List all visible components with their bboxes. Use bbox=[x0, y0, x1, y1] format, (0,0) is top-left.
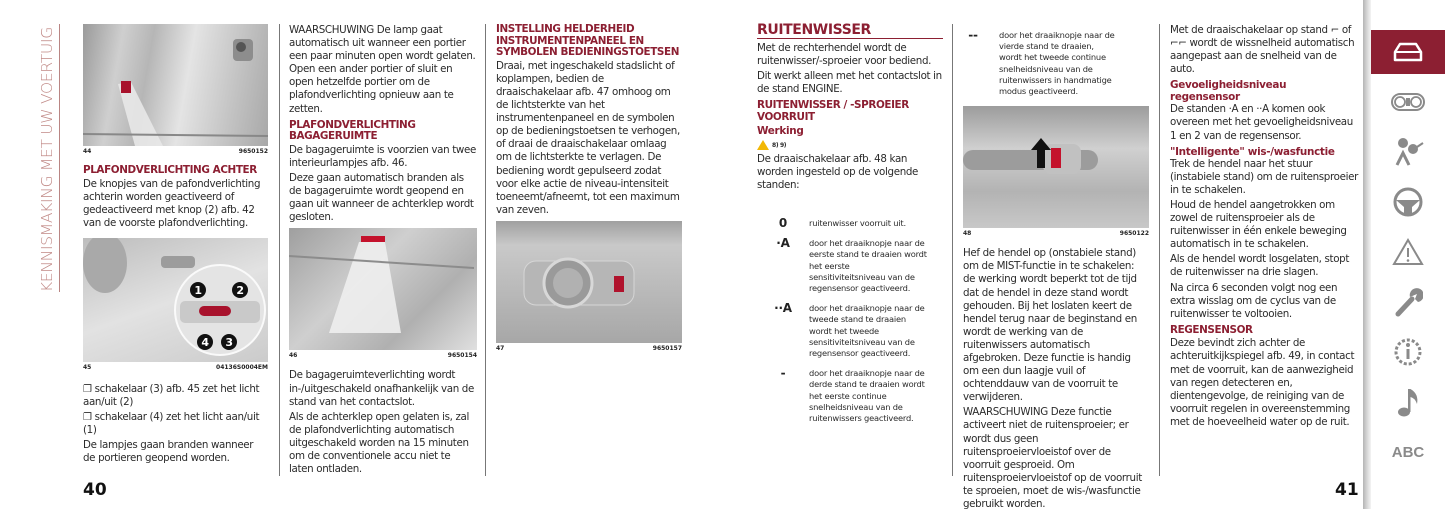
heading-rain-sensitivity: Gevoeligheidsniveau regensensor bbox=[1170, 79, 1287, 104]
warning-triangle-icon bbox=[757, 140, 769, 150]
wrench-icon bbox=[1393, 287, 1423, 317]
bullet-item: ❐ schakelaar (4) zet het licht aan/uit (1) bbox=[83, 411, 260, 437]
figure-48 bbox=[963, 106, 1149, 228]
wiper-intro-2: Dit werkt alleen met het contactslot in de stand ENGINE. bbox=[757, 70, 942, 96]
switch-positions-intro: De draaischakelaar afb. 48 kan worden ingesteld op de volgende standen: bbox=[757, 152, 919, 191]
luggage-light-text-3: De bagageruimteverlichting wordt in-/uitgeschakeld onafhankelijk van de stand van het contactslot. bbox=[289, 369, 474, 408]
figure-number: 44 bbox=[83, 148, 92, 155]
figure-48-image bbox=[963, 106, 1147, 228]
abc-index-icon: ABC bbox=[1391, 443, 1425, 461]
heading-windscreen-wiper: RUITENWISSER / -SPROEIER VOORRUIT bbox=[757, 99, 909, 124]
figure-46-caption bbox=[289, 351, 477, 361]
rain-sensor-level-2-icon: ··A bbox=[774, 301, 792, 316]
warning-triangle-icon bbox=[1392, 238, 1424, 266]
heading-rear-ceiling-light: PLAFONDVERLICHTING ACHTER bbox=[83, 164, 257, 176]
column-2 bbox=[289, 24, 477, 478]
figure-number: 45 bbox=[83, 363, 92, 371]
nav-item-emergency[interactable] bbox=[1371, 230, 1445, 274]
steering-wheel-icon bbox=[1393, 187, 1423, 217]
heading-rain-sensor: REGENSENSOR bbox=[1170, 323, 1253, 336]
figure-45 bbox=[83, 238, 268, 362]
nav-rail-edge bbox=[1363, 0, 1371, 509]
figure-code: 9650122 bbox=[1119, 230, 1149, 238]
heading-brightness: INSTELLING HELDERHEID INSTRUMENTENPANEEL EN SYMBOLEN BEDIENINGSTOETSEN bbox=[496, 23, 679, 59]
washer-warning-text: WAARSCHUWING Deze functie activeert niet de ruitensproeier; er wordt dus geen ruitensproeiervloeistof over de voorruit gesproeid. Om ruitensproeiervloeistof op de voorruit te sproeien, moet de wis-/wasfunctie gebruikt worden. bbox=[963, 406, 1142, 509]
luggage-light-text-4: Als de achterklep open gelaten is, zal de plafondverlichting automatisch uitgeschakeld worden na 15 minuten om de conventionele accu niet te laten ontladen. bbox=[289, 410, 469, 476]
car-icon bbox=[1391, 40, 1425, 64]
nav-item-technical-data[interactable] bbox=[1371, 330, 1445, 374]
figure-44 bbox=[83, 24, 268, 146]
checkbox-bullet-icon: ❐ bbox=[83, 383, 92, 395]
nav-item-dashboard[interactable] bbox=[1371, 80, 1445, 124]
heading-smart-wash: "Intelligente" wis-/wasfunctie bbox=[1170, 145, 1335, 158]
smart-wash-text-4: Na circa 6 seconden volgt nog een extra wisslag om de cyclus van de ruitenwisser te voltooien. bbox=[1170, 281, 1338, 320]
info-gear-icon bbox=[1392, 336, 1424, 368]
side-chapter-title bbox=[38, 24, 60, 292]
warning-text: WAARSCHUWING De lamp gaat automatisch uit wanneer een portier een paar minuten open wordt gelaten. Open een ander portier of sluit en open hetzelfde portier om de plafondverlichting opnieuw aan te zetten. bbox=[289, 24, 476, 115]
smart-wash-text-3: Als de hendel wordt losgelaten, stopt de ruitenwisser na drie slagen. bbox=[1170, 253, 1350, 279]
position-item: ·A door het draaiknopje naar de eerste stand te draaien wordt het eerste sensitiviteitsniveau van de regensensor geactiveerd. bbox=[757, 238, 943, 294]
section-title-wiper: RUITENWISSER bbox=[757, 24, 943, 39]
figure-46-image bbox=[289, 228, 474, 350]
figure-number: 46 bbox=[289, 352, 298, 360]
subheading-operation: Werking bbox=[757, 124, 804, 137]
brightness-text: Draai, met ingeschakeld stadslicht of koplampen, bedien de draaischakelaar afb. 47 omhoog om de lichtsterkte van het instrumentenpaneel en de symbolen op de bedieningstoetsen te verhogen, of draai de draaischakelaar omlaag om de lichtsterkte te verlagen. De bediening wordt gepulseerd zodat voor elke actie de niveau-intensiteit toeneemt/afneemt, tot een maximum van zeven. bbox=[496, 59, 680, 216]
nav-item-driving[interactable] bbox=[1371, 180, 1445, 224]
figure-45-caption bbox=[83, 363, 268, 373]
checkbox-bullet-icon: ❐ bbox=[83, 412, 92, 424]
bullet-item: ❐ schakelaar (3) afb. 45 zet het licht aan/uit (2) bbox=[83, 382, 260, 409]
smart-wash-text-1: Trek de hendel naar het stuur (instabiele stand) om de ruitensproeier in te schakelen. bbox=[1170, 157, 1358, 196]
auto-speed-text: Met de draaischakelaar op stand ⌐ of ⌐⌐ wordt de wissnelheid automatisch aangepast aan de snelheid van de auto. bbox=[1170, 24, 1355, 76]
side-chapter-title-text: KENNISMAKING MET UW VOERTUIG bbox=[38, 27, 56, 292]
figure-47-caption bbox=[496, 344, 682, 354]
column-divider bbox=[485, 24, 486, 476]
column-1 bbox=[83, 24, 268, 468]
smart-wash-text-2: Houd de hendel aangetrokken om zowel de ruitensproeier als de ruitenwisser in één enkele beweging automatisch in te schakelen. bbox=[1170, 198, 1347, 251]
wiper-intro-1: Met de rechterhendel wordt de ruitenwisser/-sproeier voor bediend. bbox=[757, 42, 932, 68]
music-note-icon bbox=[1395, 386, 1421, 418]
svg-text:2: 2 bbox=[236, 283, 244, 297]
position-item: -- door het draaiknopje naar de vierde stand te draaien, wordt het tweede continue snelheidsniveau van de ruitenwissers in handmatige modus geactiveerd. bbox=[947, 30, 1149, 97]
nav-item-vehicle[interactable] bbox=[1371, 30, 1445, 74]
figure-number: 48 bbox=[963, 230, 972, 238]
luggage-light-text-1: De bagageruimte is voorzien van twee interieurlampjes afb. 46. bbox=[289, 143, 476, 169]
mist-function-text: Hef de hendel op (onstabiele stand) om de MIST-functie in te schakelen: de werking wordt beperkt tot de tijd dat de hendel in deze stand wordt gehouden. Bij het loslaten keert de hendel terug naar de beginstand en wordt de werking van de ruitenwissers automatisch afgebroken. Deze functie is handig om een dun laagje vuil of ochtenddauw van de voorruit te verwijderen. bbox=[963, 247, 1137, 404]
nav-item-index[interactable] bbox=[1371, 430, 1445, 474]
switch-positions-list bbox=[757, 218, 943, 424]
rain-sensitivity-text: De standen ·A en ··A komen ook overeen met het gevoeligheidsniveau 1 en 2 van de regensensor. bbox=[1170, 103, 1353, 142]
figure-46 bbox=[289, 228, 477, 350]
figure-code: 9650152 bbox=[238, 148, 268, 155]
column-5 bbox=[963, 24, 1149, 509]
position-item: 0 ruitenwisser voorruit uit. bbox=[757, 218, 943, 229]
nav-item-maintenance[interactable] bbox=[1371, 280, 1445, 324]
figure-47 bbox=[496, 221, 682, 343]
position-item: - door het draaiknopje naar de derde stand te draaien wordt het eerste continue snelheidsniveau van de ruitenwissers geactiveerd. bbox=[757, 368, 943, 424]
figure-44-caption bbox=[83, 147, 268, 157]
figure-45-image bbox=[83, 238, 268, 362]
svg-text:3: 3 bbox=[225, 335, 233, 349]
nav-item-multimedia[interactable] bbox=[1371, 380, 1445, 424]
figure-code: 9650157 bbox=[652, 344, 682, 352]
dashboard-gauges-icon bbox=[1391, 92, 1425, 112]
column-6 bbox=[1170, 24, 1358, 431]
rain-sensor-level-1-icon: ·A bbox=[776, 236, 790, 251]
svg-text:1: 1 bbox=[194, 283, 202, 297]
nav-item-safety[interactable] bbox=[1371, 130, 1445, 174]
figure-47-image bbox=[496, 221, 679, 343]
column-divider bbox=[1159, 24, 1160, 476]
warning-reference bbox=[757, 139, 943, 152]
luggage-light-text-2: Deze gaan automatisch branden als de bagageruimte wordt geopend en gaan uit wanneer de achterklep wordt gesloten. bbox=[289, 172, 474, 224]
figure-48-caption bbox=[963, 229, 1149, 239]
page-number-right: 41 bbox=[1335, 480, 1359, 500]
page-number-left: 40 bbox=[83, 480, 107, 500]
position-item: ··A door het draaiknopje naar de tweede stand te draaien wordt het tweede sensitiviteitsniveau van de regensensor geactiveerd. bbox=[757, 303, 943, 359]
rain-sensor-text: Deze bevindt zich achter de achteruitkijkspiegel afb. 49, in contact met de voorruit, kan de aanwezigheid van regen detecteren en, dientengevolge, de reiniging van de voorruit regelen in overeenstemming met de hoeveelheid water op de ruit. bbox=[1170, 337, 1355, 428]
figure-44-image bbox=[83, 24, 268, 146]
wiper-speed-2-icon: -- bbox=[968, 28, 978, 42]
heading-luggage-light: PLAFONDVERLICHTING BAGAGERUIMTE bbox=[289, 118, 416, 143]
airbag-icon bbox=[1391, 137, 1425, 167]
rear-ceiling-light-text: De knopjes van de pafondverlichting achterin worden geactiveerd of gedeactiveerd met knop (2) afb. 42 van de voorste plafondverlichting. bbox=[83, 177, 261, 229]
column-3 bbox=[496, 24, 682, 354]
column-divider bbox=[279, 24, 280, 476]
figure-code: 9650154 bbox=[447, 352, 477, 360]
figure-number: 47 bbox=[496, 344, 505, 352]
column-4 bbox=[757, 24, 943, 433]
figure-code: 04136S0004EM bbox=[216, 363, 268, 371]
wiper-speed-1-icon: - bbox=[780, 366, 786, 381]
svg-text:4: 4 bbox=[201, 335, 209, 349]
warning-ref-numbers: 8) 9) bbox=[772, 141, 787, 149]
position-off-icon: 0 bbox=[778, 216, 788, 231]
doors-light-text: De lampjes gaan branden wanneer de portieren geopend worden. bbox=[83, 439, 254, 465]
